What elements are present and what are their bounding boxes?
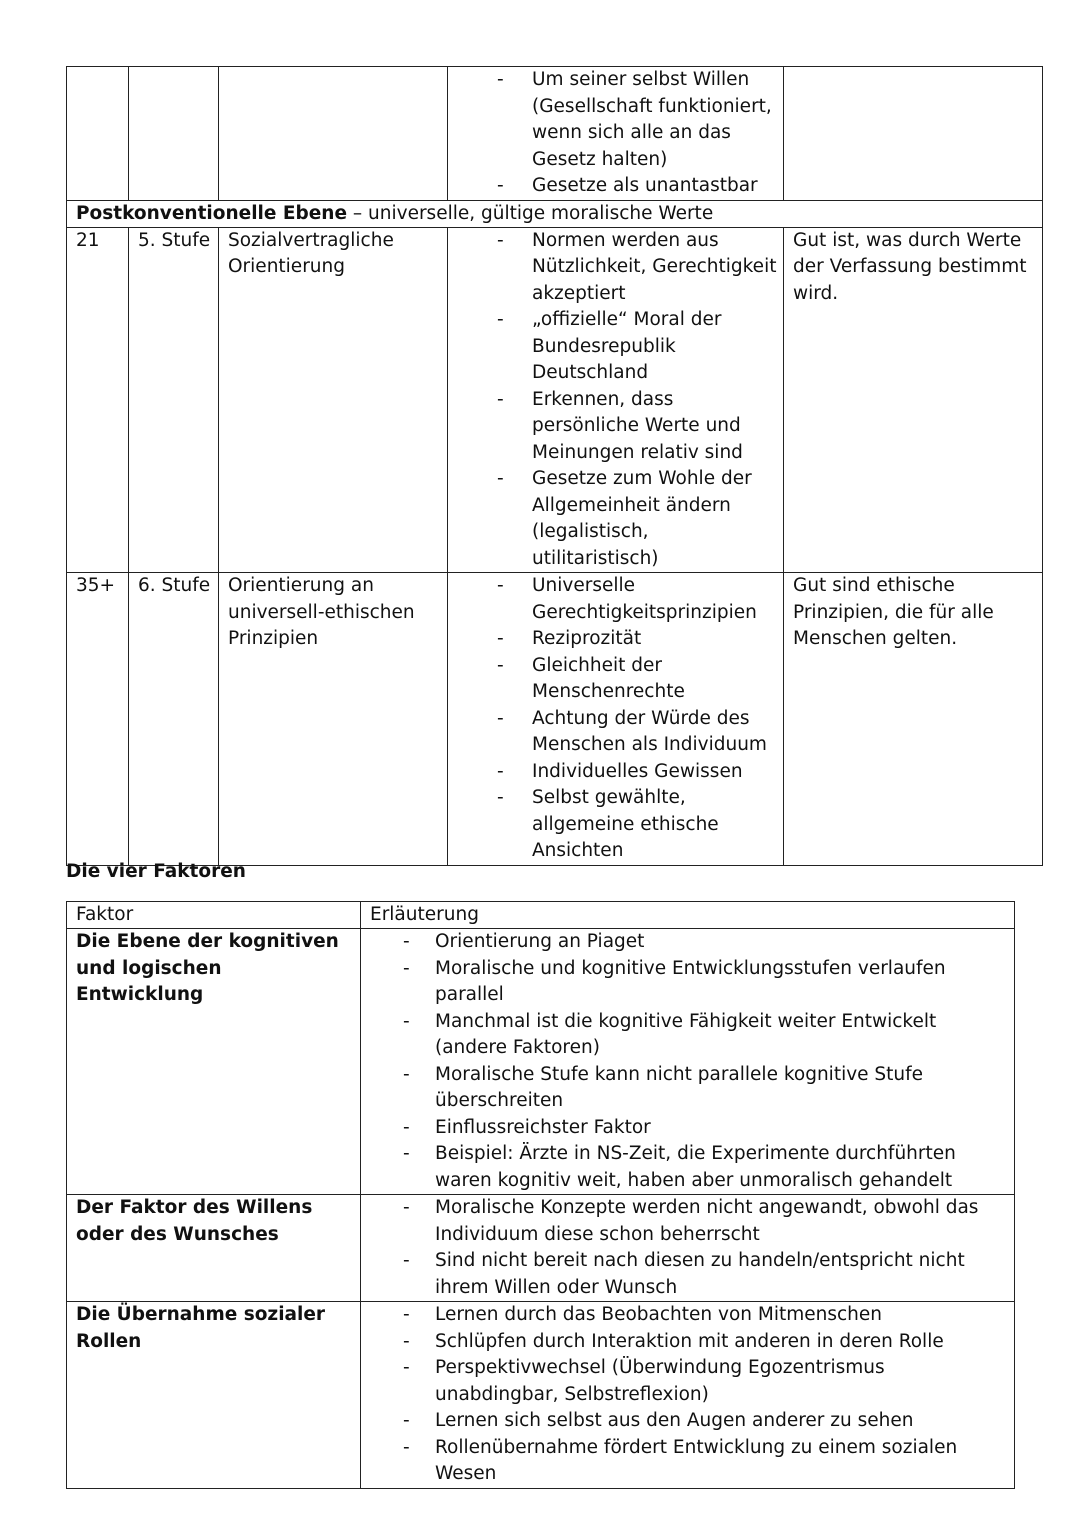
age-cell: 35+ — [67, 573, 129, 866]
list-item: - Lernen sich selbst aus den Augen anderer zu sehen — [370, 1408, 1008, 1435]
good-cell: Gut sind ethische Prinzipien, die für alle Menschen gelten. — [784, 573, 1043, 866]
table-row — [67, 67, 1043, 201]
explanation-cell — [361, 1302, 1015, 1489]
factor-cell: Die Ebene der kognitiven und logischen Entwicklung — [67, 929, 361, 1195]
list-item: - Universelle Gerechtigkeitsprinzipien — [457, 573, 777, 626]
list-item: - Reziprozität — [457, 626, 777, 653]
table-row — [67, 227, 1043, 573]
factor-cell: Der Faktor des Willens oder des Wunsches — [67, 1195, 361, 1302]
age-cell — [67, 67, 129, 201]
section-title: Postkonventionelle Ebene — [76, 202, 348, 224]
stage-cell — [129, 67, 219, 201]
list-item: - Gesetze zum Wohle der Allgemeinheit ändern (legalistisch, utilitaristisch) — [457, 466, 777, 572]
factors-heading: Die vier Faktoren — [66, 861, 246, 882]
list-item: - Individuelles Gewissen — [457, 759, 777, 786]
orientation-cell: Sozialvertragliche Orientierung — [219, 227, 448, 573]
list-item: - Selbst gewählte, allgemeine ethische Ansichten — [457, 785, 777, 865]
section-subtitle: – universelle, gültige moralische Werte — [347, 202, 714, 224]
orientation-cell — [219, 67, 448, 201]
list-item: - Sind nicht bereit nach diesen zu handeln/entspricht nicht ihrem Willen oder Wunsch — [370, 1248, 1008, 1301]
orientation-cell: Orientierung an universell-ethischen Prinzipien — [219, 573, 448, 866]
factors-table — [66, 901, 1015, 1489]
section-cell — [67, 200, 1043, 227]
good-cell: Gut ist, was durch Werte der Verfassung bestimmt wird. — [784, 227, 1043, 573]
stages-table — [66, 66, 1043, 866]
explanation-cell — [361, 1195, 1015, 1302]
column-header-explanation: Erläuterung — [361, 902, 1015, 929]
list-item: - Einflussreichster Faktor — [370, 1115, 1008, 1142]
list-item: - Lernen durch das Beobachten von Mitmenschen — [370, 1302, 1008, 1329]
table-row — [67, 573, 1043, 866]
aspects-cell — [448, 227, 784, 573]
aspects-cell — [448, 67, 784, 201]
table-row — [67, 1195, 1015, 1302]
list-item: - Um seiner selbst Willen (Gesellschaft funktioniert, wenn sich alle an das Gesetz halten) — [457, 67, 777, 173]
aspects-list — [457, 67, 777, 200]
list-item: - Normen werden aus Nützlichkeit, Gerechtigkeit akzeptiert — [457, 228, 777, 308]
list-item: - Erkennen, dass persönliche Werte und Meinungen relativ sind — [457, 387, 777, 467]
aspects-list — [457, 228, 777, 573]
factor-cell: Die Übernahme sozialer Rollen — [67, 1302, 361, 1489]
list-item: - Rollenübernahme fördert Entwicklung zu einem sozialen Wesen — [370, 1435, 1008, 1488]
explanation-cell — [361, 929, 1015, 1195]
list-item: - Gleichheit der Menschenrechte — [457, 653, 777, 706]
stage-cell: 5. Stufe — [129, 227, 219, 573]
list-item: - Achtung der Würde des Menschen als Individuum — [457, 706, 777, 759]
list-item: - Moralische Konzepte werden nicht angewandt, obwohl das Individuum diese schon beherrscht — [370, 1195, 1008, 1248]
age-cell: 21 — [67, 227, 129, 573]
aspects-list — [457, 573, 777, 865]
list-item: - Manchmal ist die kognitive Fähigkeit weiter Entwickelt (andere Faktoren) — [370, 1009, 1008, 1062]
stage-cell: 6. Stufe — [129, 573, 219, 866]
list-item: - Beispiel: Ärzte in NS-Zeit, die Experimente durchführten waren kognitiv weit, haben aber unmoralisch gehandelt — [370, 1141, 1008, 1194]
list-item: - Orientierung an Piaget — [370, 929, 1008, 956]
table-row — [67, 1302, 1015, 1489]
table-row — [67, 929, 1015, 1195]
good-cell — [784, 67, 1043, 201]
header-row — [67, 902, 1015, 929]
list-item: - Moralische und kognitive Entwicklungsstufen verlaufen parallel — [370, 956, 1008, 1009]
section-row — [67, 200, 1043, 227]
list-item: - „offizielle“ Moral der Bundesrepublik Deutschland — [457, 307, 777, 387]
column-header-factor: Faktor — [67, 902, 361, 929]
list-item: - Moralische Stufe kann nicht parallele kognitive Stufe überschreiten — [370, 1062, 1008, 1115]
list-item: - Gesetze als unantastbar — [457, 173, 777, 200]
points-list — [370, 1302, 1008, 1488]
aspects-cell — [448, 573, 784, 866]
list-item: - Perspektivwechsel (Überwindung Egozentrismus unabdingbar, Selbstreflexion) — [370, 1355, 1008, 1408]
points-list — [370, 1195, 1008, 1301]
points-list — [370, 929, 1008, 1194]
list-item: - Schlüpfen durch Interaktion mit anderen in deren Rolle — [370, 1329, 1008, 1356]
